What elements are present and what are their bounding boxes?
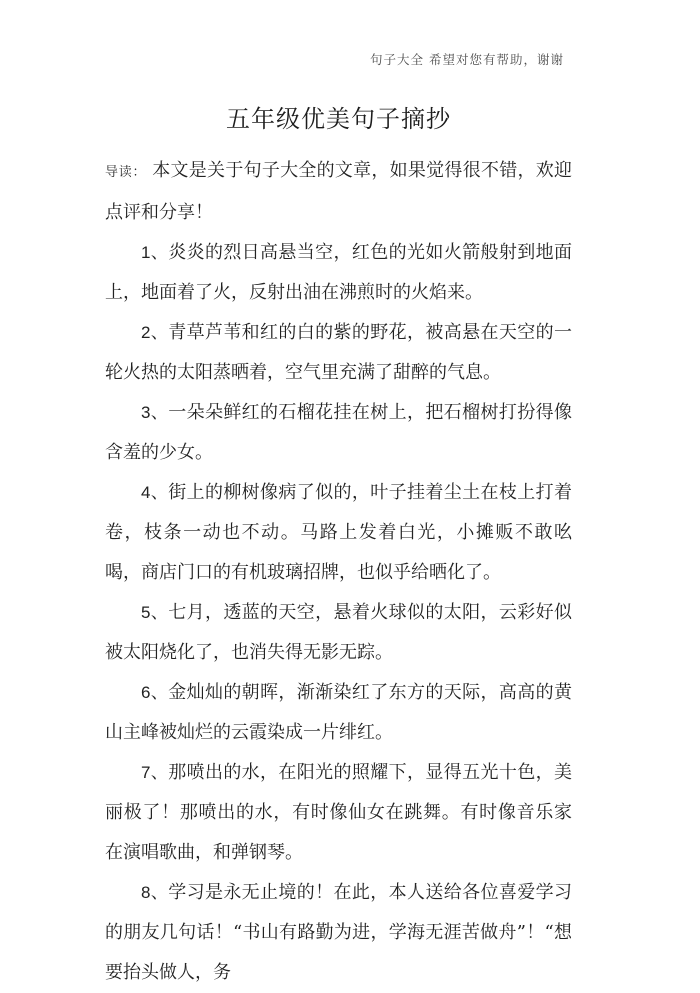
item-text: 一朵朵鲜红的石榴花挂在树上，把石榴树打扮得像含羞的少女。 bbox=[105, 402, 572, 463]
intro-label: 导读： bbox=[105, 165, 147, 180]
item-text: 金灿灿的朝晖，渐渐染红了东方的天际，高高的黄山主峰被灿烂的云霞染成一片绯红。 bbox=[105, 682, 572, 743]
item-number: 2、 bbox=[141, 323, 169, 342]
item-number: 6、 bbox=[141, 683, 169, 702]
item-text: 那喷出的水，在阳光的照耀下，显得五光十色，美丽极了！那喷出的水，有时像仙女在跳舞。有时像音乐家在演唱歌曲，和弹钢琴。 bbox=[105, 762, 572, 863]
item-number: 7、 bbox=[141, 763, 169, 782]
item-number: 1、 bbox=[141, 243, 169, 262]
item-number: 8、 bbox=[141, 883, 169, 902]
header-text: 句子大全 希望对您有帮助，谢谢 bbox=[370, 52, 564, 67]
page-title: 五年级优美句子摘抄 bbox=[226, 105, 451, 133]
sentence-item bbox=[105, 393, 572, 473]
item-number: 4、 bbox=[141, 483, 169, 502]
item-text: 青草芦苇和红的白的紫的野花，被高悬在天空的一轮火热的太阳蒸晒着，空气里充满了甜醉的气息。 bbox=[105, 322, 572, 383]
item-text: 七月，透蓝的天空，悬着火球似的太阳，云彩好似被太阳烧化了，也消失得无影无踪。 bbox=[105, 602, 572, 663]
item-text: 学习是永无止境的！在此，本人送给各位喜爱学习的朋友几句话！“书山有路勤为进，学海无涯苦做舟”！“想要抬头做人，务 bbox=[105, 882, 572, 983]
sentence-item bbox=[105, 313, 572, 393]
item-text: 炎炎的烈日高悬当空，红色的光如火箭般射到地面上，地面着了火，反射出油在沸煎时的火焰来。 bbox=[105, 242, 572, 303]
sentence-item bbox=[105, 673, 572, 753]
sentence-item bbox=[105, 473, 572, 593]
sentence-item bbox=[105, 753, 572, 873]
item-number: 3、 bbox=[141, 403, 169, 422]
intro-paragraph bbox=[105, 151, 572, 233]
item-text: 街上的柳树像病了似的，叶子挂着尘土在枝上打着卷，枝条一动也不动。马路上发着白光，小摊贩不敢吆喝，商店门口的有机玻璃招牌，也似乎给晒化了。 bbox=[105, 482, 572, 583]
page-header bbox=[370, 50, 564, 68]
sentence-item bbox=[105, 233, 572, 313]
sentence-item bbox=[105, 593, 572, 673]
item-number: 5、 bbox=[141, 603, 169, 622]
sentence-item bbox=[105, 873, 572, 993]
intro-text: 本文是关于句子大全的文章，如果觉得很不错，欢迎点评和分享！ bbox=[105, 160, 572, 223]
